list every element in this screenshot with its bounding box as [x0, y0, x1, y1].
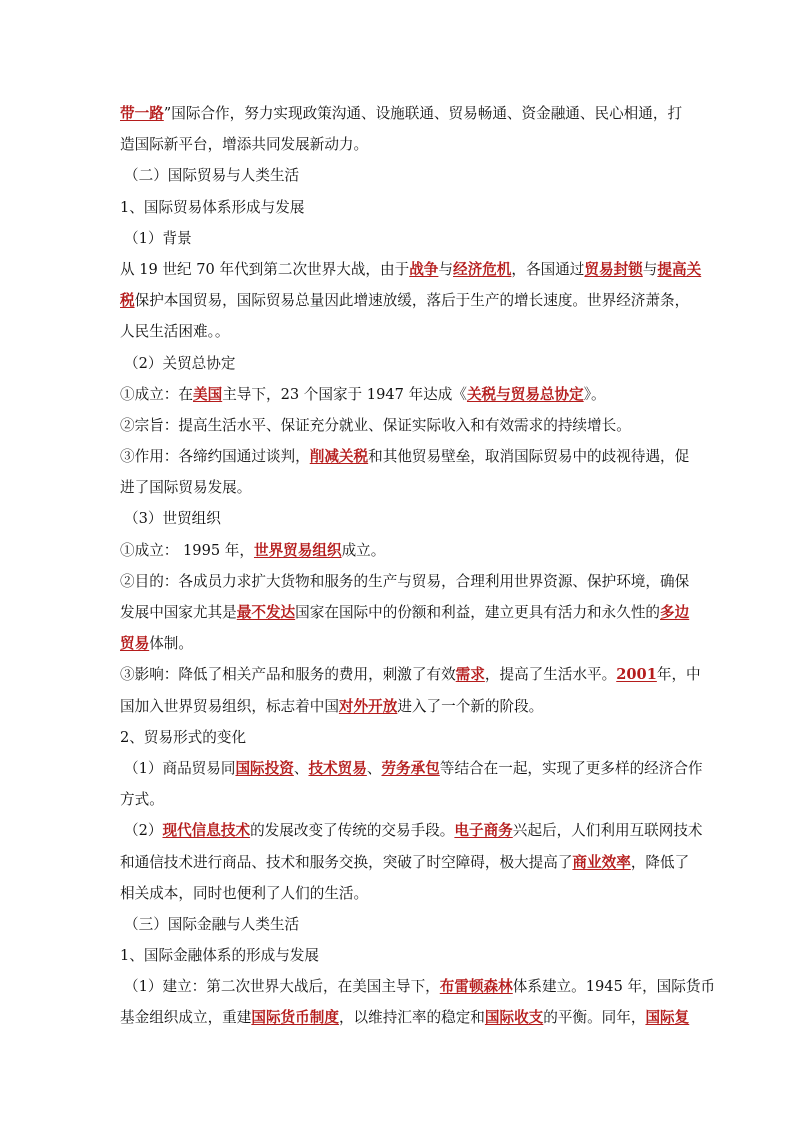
- text-run: （3）世贸组织: [124, 510, 221, 528]
- key-term: 税: [120, 292, 135, 310]
- text-line: [120, 784, 676, 815]
- text-run: 体系建立。1945 年，国际货币: [512, 978, 716, 996]
- key-term: 布雷顿森林: [439, 978, 513, 996]
- key-term: 2001: [616, 666, 657, 684]
- text-line: [120, 379, 676, 410]
- key-term: 带一路: [120, 105, 164, 122]
- key-term: 最不发达: [236, 604, 296, 621]
- text-line: [120, 815, 703, 846]
- text-run: 1、国际贸易体系形成与发展: [120, 198, 305, 216]
- text-run: （2）: [124, 822, 163, 840]
- key-term: 商业效率: [572, 853, 631, 871]
- text-run: ，以维持汇率的稳定和: [338, 1009, 485, 1027]
- text-run: 、: [293, 759, 309, 777]
- key-term: 削减关税: [309, 448, 369, 466]
- key-term: 对外开放: [338, 697, 398, 715]
- text-line: [120, 1002, 690, 1033]
- key-term: 贸易封锁: [584, 260, 643, 278]
- text-run: 基金组织成立，重建: [120, 1009, 252, 1027]
- text-run: 和通信技术进行商品、技术和服务交换，突破了时空障碍，极大提高了: [120, 853, 573, 871]
- key-term: 国际投资: [235, 759, 294, 777]
- text-line: [120, 98, 683, 129]
- text-run: （三）国际金融与人类生活: [124, 915, 300, 933]
- text-line: [120, 597, 690, 628]
- text-run: 从 19 世纪 70 年代到第二次世界大战，由于: [120, 260, 410, 278]
- key-term: 贸易: [120, 635, 150, 653]
- text-run: ①成立： 1995 年，: [120, 541, 254, 559]
- text-run: ，提高了生活水平。: [484, 666, 617, 684]
- text-run: （2）关贸总协定: [124, 354, 236, 372]
- document-body: [120, 98, 716, 1034]
- text-run: 人民生活困难。。: [120, 323, 230, 341]
- key-term: 世界贸易组织: [253, 541, 342, 559]
- key-term: 需求: [455, 666, 485, 684]
- text-run: 国家在国际中的份额和利益，建立更具有活力和永久性的: [295, 604, 661, 621]
- text-run: 体制。: [149, 635, 193, 653]
- text-run: 、: [366, 759, 382, 777]
- text-line: [120, 254, 702, 285]
- key-term: 提高关: [657, 260, 702, 278]
- text-run: 》。: [583, 385, 606, 403]
- text-line: [120, 160, 676, 191]
- key-term: 经济危机: [453, 260, 512, 278]
- text-run: 2、贸易形式的变化: [120, 728, 247, 746]
- text-run: （1）商品贸易同: [124, 759, 236, 777]
- text-run: （1）建立：第二次世界大战后，在美国主导下，: [124, 978, 440, 996]
- text-run: ①成立：在: [120, 385, 193, 403]
- text-run: ，各国通过: [511, 260, 585, 278]
- text-run: 兴起后，人们利用互联网技术: [512, 822, 703, 840]
- text-line: [120, 971, 716, 1002]
- text-line: [120, 348, 676, 379]
- text-line: [120, 878, 676, 909]
- key-term: 战争: [409, 260, 439, 278]
- text-run: 造国际新平台，增添共同发展新动力。: [120, 136, 369, 154]
- text-line: [120, 223, 676, 254]
- key-term: 国际收支: [484, 1009, 544, 1027]
- text-line: [120, 659, 701, 690]
- key-term: 电子商务: [454, 822, 513, 840]
- text-line: [120, 285, 690, 316]
- text-line: [120, 410, 676, 441]
- text-run: 方式。: [120, 791, 164, 809]
- text-run: 进入了一个新的阶段。: [397, 697, 544, 715]
- text-line: [120, 722, 676, 753]
- text-line: [120, 909, 676, 940]
- text-run: （二）国际贸易与人类生活: [124, 167, 300, 185]
- text-line: [120, 192, 676, 223]
- text-line: [120, 441, 690, 472]
- text-run: 保护本国贸易，国际贸易总量因此增速放缓，落后于生产的增长速度。世界经济萧条，: [134, 292, 690, 310]
- text-line: [120, 472, 676, 503]
- text-run: ③影响：降低了相关产品和服务的费用，刺激了有效: [120, 666, 456, 684]
- key-term: 劳务承包: [381, 759, 440, 777]
- text-line: [120, 566, 690, 597]
- text-line: [120, 847, 690, 878]
- text-line: [120, 503, 676, 534]
- text-line: [120, 628, 676, 659]
- text-run: 等结合在一起，实现了更多样的经济合作: [439, 759, 703, 777]
- text-run: ②宗旨：提高生活水平、保证充分就业、保证实际收入和有效需求的持续增长。: [120, 416, 631, 434]
- key-term: 技术贸易: [308, 759, 367, 777]
- text-run: 成立。: [341, 541, 386, 559]
- text-run: ③作用：各缔约国通过谈判，: [120, 448, 310, 466]
- text-run: 发展中国家尤其是: [120, 604, 237, 621]
- text-line: [120, 691, 676, 722]
- text-line: [120, 535, 676, 566]
- text-run: 国加入世界贸易组织，标志着中国: [120, 697, 339, 715]
- key-term: 国际复: [645, 1009, 690, 1027]
- text-run: 主导下，23 个国家于 1947 年达成《: [222, 385, 467, 403]
- text-run: （1）背景: [124, 229, 192, 247]
- text-line: [120, 940, 676, 971]
- text-run: 与: [438, 260, 454, 278]
- text-run: 和其他贸易壁垒，取消国际贸易中的歧视待遇，促: [368, 448, 690, 466]
- text-run: 相关成本，同时也便利了人们的生活。: [120, 884, 369, 902]
- key-term: 多边: [660, 604, 690, 621]
- text-run: ②目的：各成员力求扩大货物和服务的生产与贸易，合理利用世界资源、保护环境，确保: [120, 572, 690, 590]
- key-term: 现代信息技术: [162, 822, 251, 840]
- text-run: ”国际合作，努力实现政策沟通、设施联通、贸易畅通、资金融通、民心相通，打: [163, 105, 683, 122]
- text-run: 的发展改变了传统的交易手段。: [250, 822, 455, 840]
- text-run: ，降低了: [630, 853, 690, 871]
- text-run: 1、国际金融体系的形成与发展: [120, 947, 320, 965]
- key-term: 美国: [192, 385, 223, 403]
- text-line: [120, 129, 676, 160]
- text-run: 年，中: [656, 666, 701, 684]
- text-line: [120, 316, 676, 347]
- text-run: 的平衡。同年，: [543, 1009, 646, 1027]
- text-run: 进了国际贸易发展。: [120, 479, 252, 497]
- text-line: [120, 753, 703, 784]
- key-term: 国际货币制度: [251, 1009, 339, 1027]
- key-term: 关税与贸易总协定: [466, 385, 584, 403]
- text-run: 与: [642, 260, 658, 278]
